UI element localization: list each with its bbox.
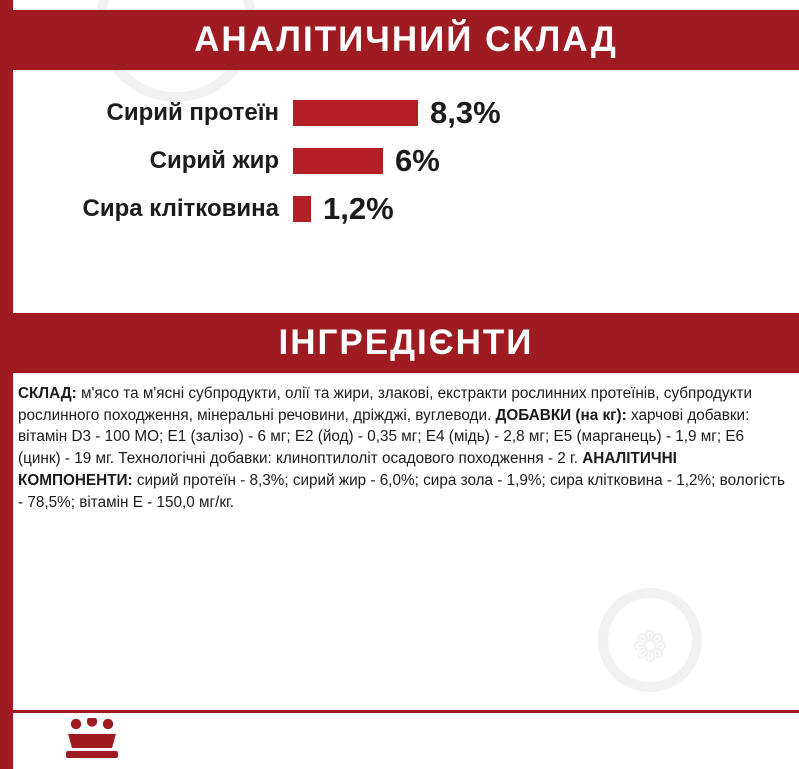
composition-text: м'ясо та м'ясні субпродукти, олії та жири, злакові, екстракти рослинних протеїнів, субпродукти рослинного походження, мінеральні речовини, дріжджі, вуглеводи.	[18, 385, 752, 424]
chart-row-bar-group	[293, 191, 394, 227]
composition-label: СКЛАД:	[18, 385, 77, 402]
additives-text: харчові добавки: вітамін D3 - 100 МО; Е1 (залізо) - 6 мг; Е2 (йод) - 0,35 мг; Е4 (мідь) - 2,8 мг; Е5 (марганець) - 1,9 мг; Е6 (цинк) - 19 мг. Технологічні добавки: клиноптилоліт осадового походження - 2 г.	[18, 406, 750, 468]
left-red-stripe	[0, 0, 13, 769]
chart-row	[13, 90, 783, 136]
analysis-banner-title: АНАЛІТИЧНИЙ СКЛАД	[194, 20, 618, 59]
watermark-crown-icon: ❁	[632, 623, 668, 670]
ingredients-paragraph	[18, 383, 786, 513]
royal-canin-crown-logo-icon	[52, 718, 162, 764]
watermark-circle-bottom	[598, 588, 702, 692]
analysis-chart	[13, 90, 783, 234]
ingredients-banner-title: ІНГРЕДІЄНТИ	[278, 323, 534, 362]
analytical-components-label: АНАЛІТИЧНІ КОМПОНЕНТИ:	[18, 450, 677, 489]
chart-row-value: 1,2%	[323, 191, 394, 226]
chart-row-bar-group	[293, 143, 440, 179]
ingredients-banner	[13, 313, 799, 373]
analytical-components-text: сирий протеїн - 8,3%; сирий жир - 6,0%; сира зола - 1,9%; сира клітковина - 1,2%; вологість - 78,5%; вітамін Е - 150,0 мг/кг.	[18, 471, 785, 511]
chart-row-value: 8,3%	[430, 95, 501, 130]
additives-label: ДОБАВКИ (на кг):	[495, 406, 627, 424]
chart-bar	[293, 148, 383, 174]
chart-row-label: Сирий жир	[149, 147, 279, 174]
chart-row-label: Сирий протеїн	[106, 99, 279, 126]
chart-row	[13, 138, 783, 184]
chart-row-label: Сира клітковина	[82, 195, 279, 222]
chart-row-bar-group	[293, 95, 501, 131]
chart-row-value: 6%	[395, 143, 440, 178]
chart-bar	[293, 100, 418, 126]
chart-row	[13, 186, 783, 232]
bottom-divider	[13, 710, 799, 713]
chart-bar	[293, 196, 311, 222]
analysis-banner	[13, 10, 799, 70]
